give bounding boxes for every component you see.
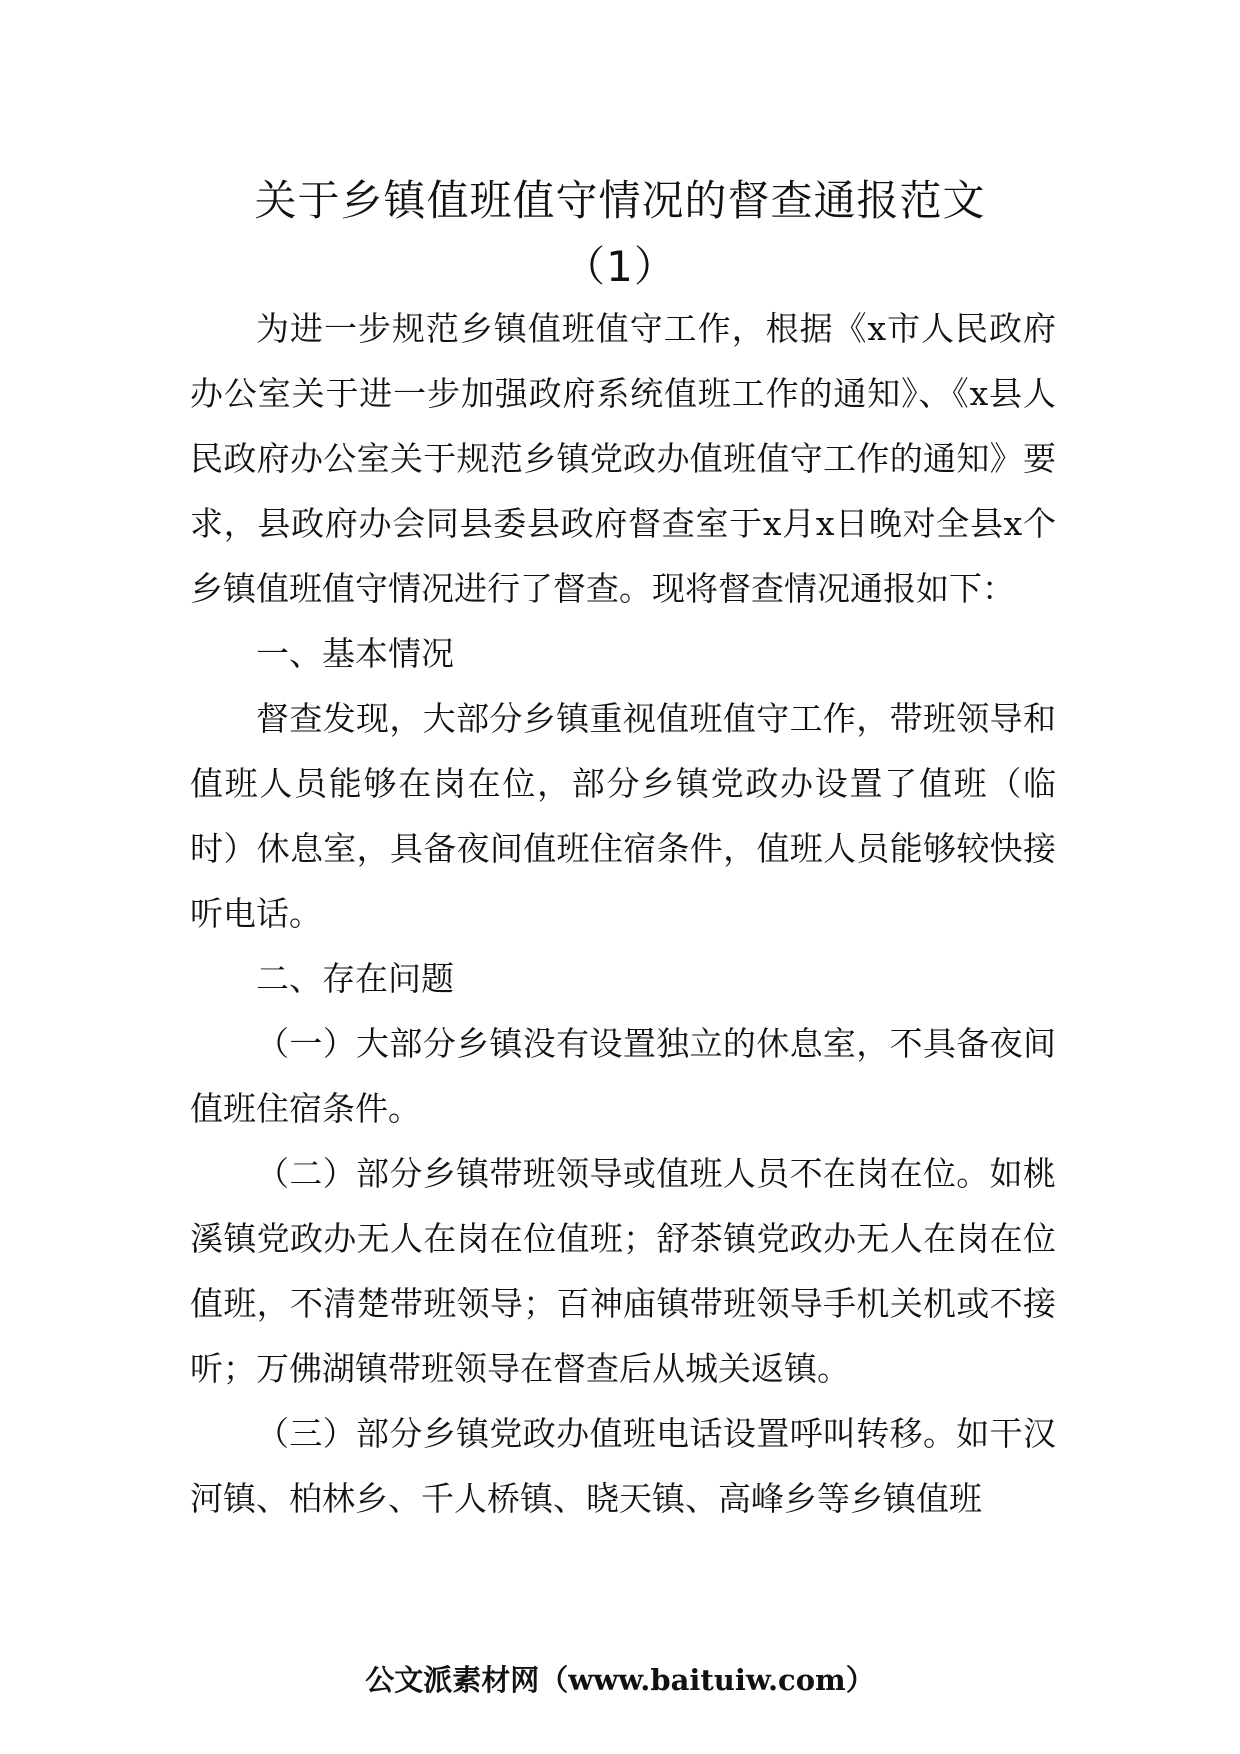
paragraph-basic: 督查发现，大部分乡镇重视值班值守工作，带班领导和值班人员能够在岗在位，部分乡镇党政办设置了值班（临时）休息室，具备夜间值班住宿条件，值班人员能够较快接听电话。 [190, 699, 1056, 933]
paragraph-problem-2: （二）部分乡镇带班领导或值班人员不在岗在位。如桃溪镇党政办无人在岗在位值班；舒茶镇党政办无人在岗在位值班，不清楚带班领导；百神庙镇带班领导手机关机或不接听；万佛湖镇带班领导在督查后从城关返镇。 [190, 1154, 1056, 1388]
document-title: 关于乡镇值班值守情况的督查通报范文 [254, 176, 986, 225]
document-title-number: （1） [563, 242, 677, 291]
footer-watermark: 公文派素材网（www.baituiw.com） [365, 1663, 875, 1697]
section-heading-basic: 一、基本情况 [256, 634, 454, 673]
section-heading-problems: 二、存在问题 [256, 959, 454, 998]
paragraph-problem-3: （三）部分乡镇党政办值班电话设置呼叫转移。如干汉河镇、柏林乡、千人桥镇、晓天镇、高峰乡等乡镇值班 [190, 1414, 1056, 1518]
paragraph-intro: 为进一步规范乡镇值班值守工作，根据《x市人民政府办公室关于进一步加强政府系统值班工作的通知》、《x县人民政府办公室关于规范乡镇党政办值班值守工作的通知》要求，县政府办会同县委县政府督查室于x月x日晚对全县x个乡镇值班值守情况进行了督查。现将督查情况通报如下： [190, 309, 1056, 608]
paragraph-problem-1: （一）大部分乡镇没有设置独立的休息室，不具备夜间值班住宿条件。 [190, 1024, 1056, 1128]
document-body [190, 296, 1056, 1531]
